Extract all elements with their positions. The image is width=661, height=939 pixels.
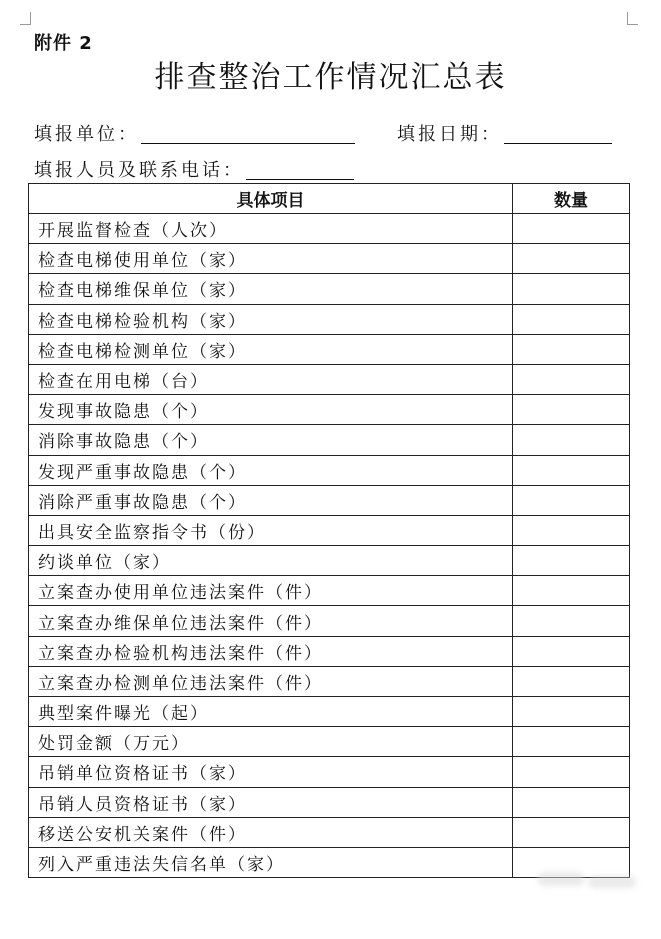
- row-item-label: 检查在用电梯（台）: [29, 364, 513, 394]
- row-quantity-cell[interactable]: [513, 214, 630, 244]
- row-item-label: 检查电梯维保单位（家）: [29, 274, 513, 304]
- row-item-label: 检查电梯检验机构（家）: [29, 304, 513, 334]
- row-quantity-cell[interactable]: [513, 485, 630, 515]
- unit-label: 填报单位：: [34, 124, 139, 145]
- row-item-label: 立案查办检验机构违法案件（件）: [29, 636, 513, 666]
- row-item-label: 消除严重事故隐患（个）: [29, 485, 513, 515]
- row-quantity-cell[interactable]: [513, 515, 630, 545]
- row-item-label: 立案查办检测单位违法案件（件）: [29, 666, 513, 696]
- row-item-label: 发现严重事故隐患（个）: [29, 455, 513, 485]
- row-item-label: 移送公安机关案件（件）: [29, 817, 513, 847]
- table-row: [29, 425, 630, 455]
- table-row: [29, 214, 630, 244]
- row-quantity-cell[interactable]: [513, 636, 630, 666]
- table-row: [29, 606, 630, 636]
- column-header-quantity: 数量: [513, 184, 630, 214]
- table-row: [29, 244, 630, 274]
- table-row: [29, 455, 630, 485]
- table-row: [29, 666, 630, 696]
- row-item-label: 立案查办使用单位违法案件（件）: [29, 576, 513, 606]
- table-row: [29, 636, 630, 666]
- date-input-line[interactable]: [504, 142, 612, 144]
- row-quantity-cell[interactable]: [513, 334, 630, 364]
- row-quantity-cell[interactable]: [513, 787, 630, 817]
- table-row: [29, 757, 630, 787]
- watermark-blur: [588, 876, 636, 888]
- row-quantity-cell[interactable]: [513, 304, 630, 334]
- row-item-label: 约谈单位（家）: [29, 546, 513, 576]
- table-row: [29, 515, 630, 545]
- table-row: [29, 546, 630, 576]
- row-quantity-cell[interactable]: [513, 817, 630, 847]
- table-header-row: [29, 184, 630, 214]
- table-row: [29, 576, 630, 606]
- row-quantity-cell[interactable]: [513, 455, 630, 485]
- row-quantity-cell[interactable]: [513, 606, 630, 636]
- table-row: [29, 697, 630, 727]
- unit-input-line[interactable]: [141, 142, 355, 144]
- table-row: [29, 304, 630, 334]
- row-item-label: 开展监督检查（人次）: [29, 214, 513, 244]
- row-item-label: 检查电梯使用单位（家）: [29, 244, 513, 274]
- row-quantity-cell[interactable]: [513, 546, 630, 576]
- table-row: [29, 274, 630, 304]
- unit-field: [34, 120, 355, 146]
- table-row: [29, 727, 630, 757]
- page-corner-mark-right: [627, 12, 638, 25]
- row-quantity-cell[interactable]: [513, 697, 630, 727]
- page-corner-mark-left: [20, 12, 31, 25]
- row-quantity-cell[interactable]: [513, 274, 630, 304]
- row-item-label: 处罚金额（万元）: [29, 727, 513, 757]
- person-field: [34, 156, 354, 182]
- row-quantity-cell[interactable]: [513, 576, 630, 606]
- row-item-label: 吊销单位资格证书（家）: [29, 757, 513, 787]
- person-label: 填报人员及联系电话：: [34, 160, 244, 181]
- row-item-label: 发现事故隐患（个）: [29, 395, 513, 425]
- row-item-label: 检查电梯检测单位（家）: [29, 334, 513, 364]
- watermark-blur: [538, 872, 584, 886]
- row-item-label: 吊销人员资格证书（家）: [29, 787, 513, 817]
- row-item-label: 典型案件曝光（起）: [29, 697, 513, 727]
- page-title: 排查整治工作情况汇总表: [154, 60, 507, 95]
- date-label: 填报日期：: [397, 124, 502, 145]
- row-quantity-cell[interactable]: [513, 395, 630, 425]
- table-row: [29, 334, 630, 364]
- row-item-label: 消除事故隐患（个）: [29, 425, 513, 455]
- summary-table: [28, 183, 630, 878]
- table-row: [29, 485, 630, 515]
- row-quantity-cell[interactable]: [513, 364, 630, 394]
- column-header-item: 具体项目: [29, 184, 513, 214]
- table-row: [29, 395, 630, 425]
- table-row: [29, 817, 630, 847]
- row-quantity-cell[interactable]: [513, 666, 630, 696]
- person-input-line[interactable]: [246, 178, 354, 180]
- row-item-label: 出具安全监察指令书（份）: [29, 515, 513, 545]
- date-field: [397, 120, 612, 146]
- table-row: [29, 787, 630, 817]
- row-quantity-cell[interactable]: [513, 425, 630, 455]
- row-quantity-cell[interactable]: [513, 244, 630, 274]
- row-quantity-cell[interactable]: [513, 727, 630, 757]
- row-quantity-cell[interactable]: [513, 757, 630, 787]
- attachment-label: 附件 2: [34, 33, 93, 54]
- table-row: [29, 364, 630, 394]
- row-item-label: 立案查办维保单位违法案件（件）: [29, 606, 513, 636]
- row-item-label: 列入严重违法失信名单（家）: [29, 847, 513, 877]
